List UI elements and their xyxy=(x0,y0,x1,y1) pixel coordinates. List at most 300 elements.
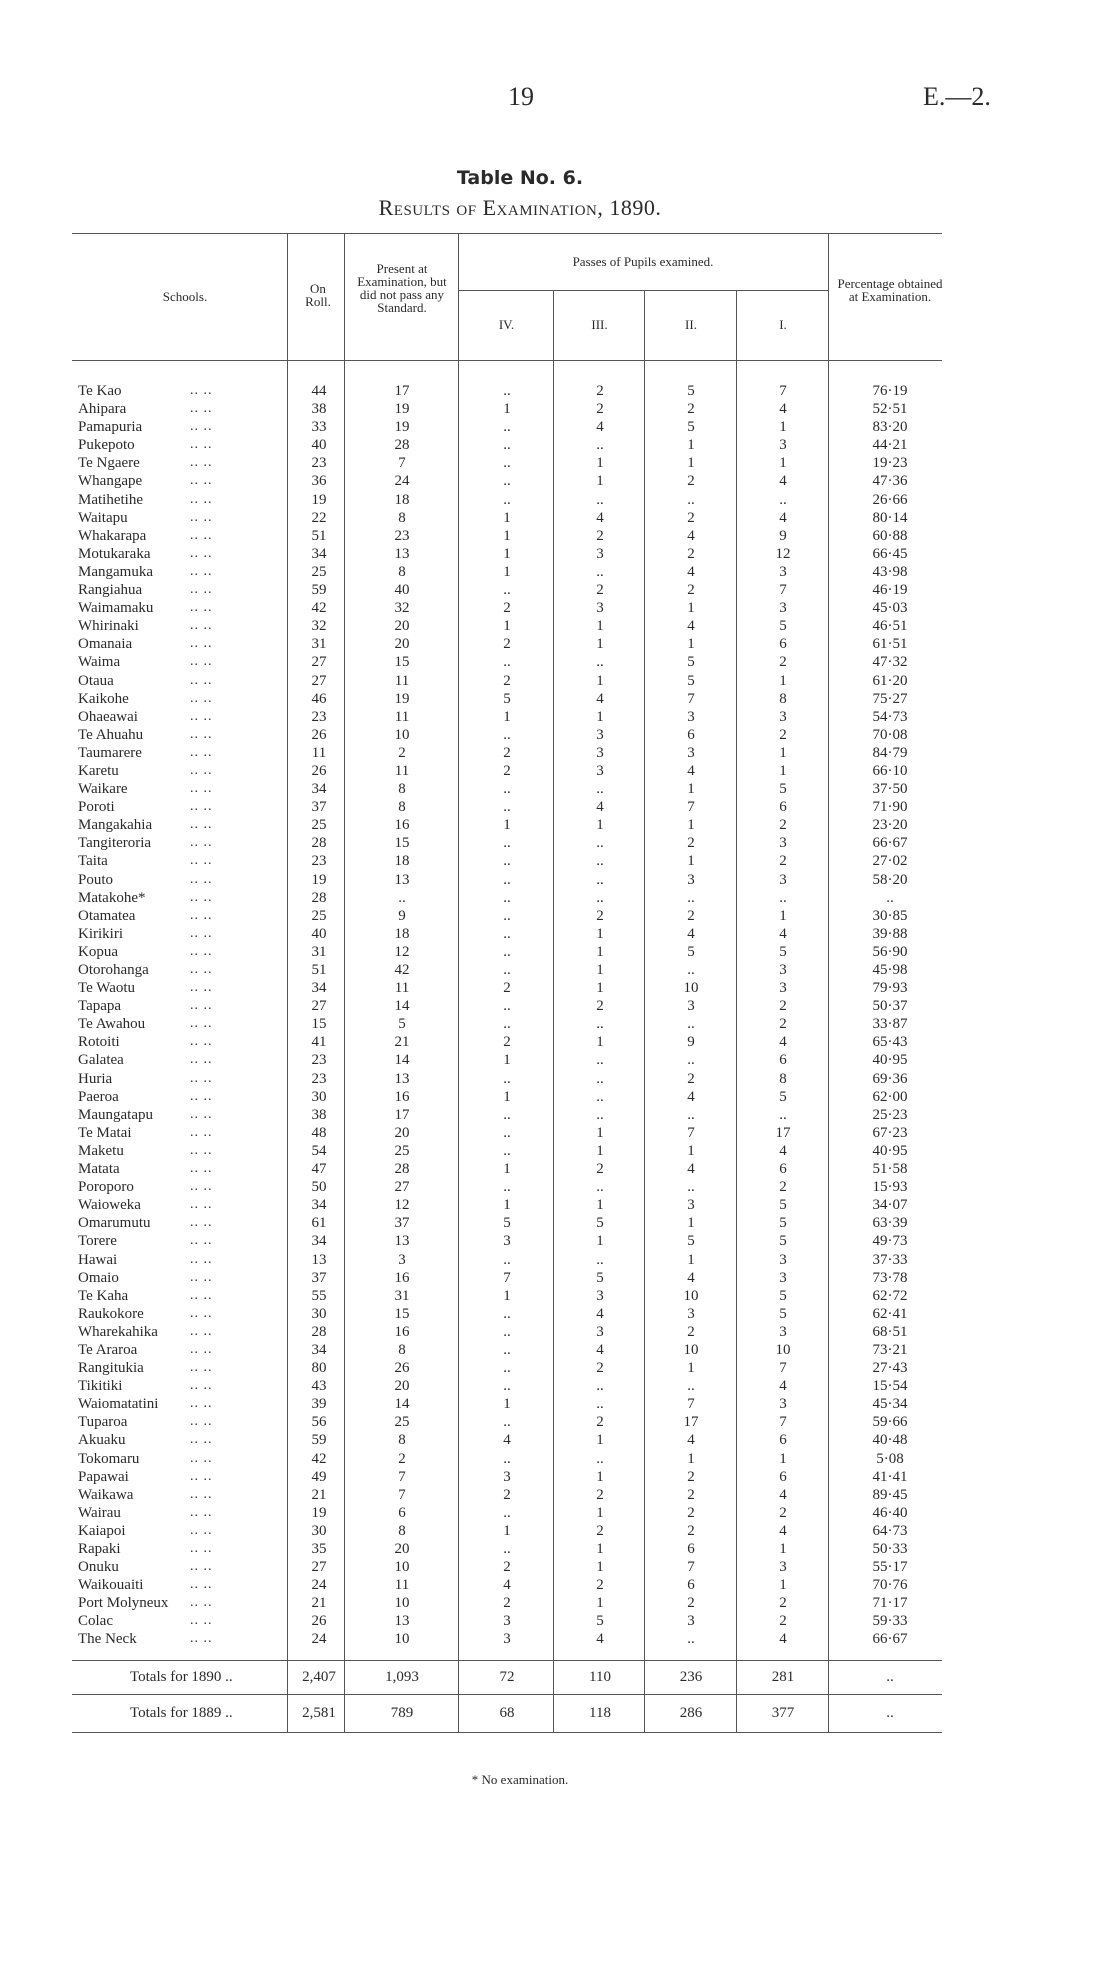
cell-present: 11 xyxy=(394,762,410,779)
cell-i: 5 xyxy=(779,1197,787,1214)
table-bottom-rule xyxy=(72,1732,942,1733)
cell-iii: 1 xyxy=(596,1559,604,1576)
school-name: Matihetihe xyxy=(78,491,143,508)
header-ii: II. xyxy=(685,317,697,332)
cell-present: 24 xyxy=(394,473,410,490)
cell-roll: 26 xyxy=(311,726,327,743)
cell-iv: 3 xyxy=(503,1233,511,1250)
header-i: I. xyxy=(779,317,787,332)
cell-i: 9 xyxy=(779,527,787,544)
cell-ii: 3 xyxy=(687,708,695,725)
cell-iv: 2 xyxy=(503,636,511,653)
cell-roll: 28 xyxy=(311,1323,327,1340)
cell-pct: 45·03 xyxy=(872,600,908,617)
leader-dots: .. .. xyxy=(190,1124,213,1140)
cell-ii: 4 xyxy=(687,925,695,942)
cell-present: 27 xyxy=(394,1179,410,1196)
cell-iii: .. xyxy=(596,1378,604,1395)
cell-i: 6 xyxy=(779,1468,787,1485)
leader-dots: .. .. xyxy=(190,473,213,489)
cell-iii: 3 xyxy=(596,744,604,761)
cell-present: 18 xyxy=(394,925,410,942)
cell-i: 1 xyxy=(779,1541,787,1557)
cell-iv: .. xyxy=(503,1378,511,1395)
cell-present: 11 xyxy=(394,980,410,997)
school-name: Kirikiri xyxy=(78,925,123,942)
school-name: Port Molyneux xyxy=(78,1595,169,1612)
cell-pct: 56·90 xyxy=(872,943,908,960)
leader-dots: .. .. xyxy=(190,1287,213,1303)
school-name: Poroporo xyxy=(78,1179,134,1196)
cell-present: 6 xyxy=(398,1504,406,1521)
cell-pct: 61·20 xyxy=(872,672,908,689)
table-row xyxy=(0,1540,1114,1558)
table-body xyxy=(0,382,1114,1649)
school-name: Mangakahia xyxy=(78,817,153,834)
table-row xyxy=(0,509,1114,527)
cell-iii: 4 xyxy=(596,690,604,707)
cell-roll: 42 xyxy=(311,1450,327,1467)
cell-i: .. xyxy=(779,889,787,906)
school-name: Ohaeawai xyxy=(78,708,138,725)
cell-roll: 13 xyxy=(311,1251,327,1268)
cell-iv: .. xyxy=(503,726,511,743)
totals-label: Totals for 1889 .. xyxy=(130,1705,233,1721)
cell-iv: 3 xyxy=(503,1613,511,1630)
cell-ii: 2 xyxy=(687,907,695,924)
cell-present: 11 xyxy=(394,672,410,689)
cell-iv: 1 xyxy=(503,1287,511,1304)
cell-pct: 73·78 xyxy=(872,1269,908,1286)
cell-pct: 84·79 xyxy=(872,744,908,761)
cell-iii: .. xyxy=(596,437,604,454)
cell-i: 5 xyxy=(779,1215,787,1232)
cell-i: 3 xyxy=(779,871,787,888)
cell-iv: 2 xyxy=(503,762,511,779)
school-name: Matakohe* xyxy=(78,889,146,906)
cell-roll: 28 xyxy=(311,889,327,906)
cell-present: 11 xyxy=(394,708,410,725)
cell-ii: 3 xyxy=(687,871,695,888)
cell-pct: 23·20 xyxy=(872,817,908,834)
cell-iv: .. xyxy=(503,383,511,399)
cell-i: 3 xyxy=(779,600,787,617)
cell-roll: 80 xyxy=(311,1360,327,1377)
cell-iii: 1 xyxy=(596,618,604,635)
cell-pct: 62·41 xyxy=(872,1305,908,1322)
leader-dots: .. .. xyxy=(190,1052,213,1068)
cell-iv: 1 xyxy=(503,545,511,562)
cell-ii: 10 xyxy=(683,1287,699,1304)
school-name: Akuaku xyxy=(78,1432,126,1449)
cell-i: 3 xyxy=(779,980,787,997)
cell-ii: 1 xyxy=(687,636,695,653)
cell-present: 25 xyxy=(394,1414,410,1431)
cell-pct: 61·51 xyxy=(872,636,908,653)
leader-dots: .. .. xyxy=(190,1161,213,1177)
cell-iv: 5 xyxy=(503,690,511,707)
table-row xyxy=(0,690,1114,708)
cell-i: 4 xyxy=(779,401,787,418)
cell-roll: 32 xyxy=(311,618,327,635)
cell-iv: 7 xyxy=(503,1269,511,1286)
cell-i: 1 xyxy=(779,419,787,436)
table-row xyxy=(0,491,1114,509)
cell-present: 19 xyxy=(394,419,410,436)
cell-iv: .. xyxy=(503,1179,511,1196)
cell-ii: 7 xyxy=(687,690,695,707)
leader-dots: .. .. xyxy=(190,943,213,959)
school-name: Motukaraka xyxy=(78,545,151,562)
cell-i: .. xyxy=(779,491,787,508)
cell-ii: 2 xyxy=(687,401,695,418)
cell-roll: 51 xyxy=(311,962,327,978)
cell-ii: 7 xyxy=(687,1396,695,1413)
cell-ii: 3 xyxy=(687,1197,695,1214)
table-row xyxy=(0,889,1114,907)
school-name: Tikitiki xyxy=(78,1378,123,1395)
cell-iv: .. xyxy=(503,1070,511,1087)
school-name: Colac xyxy=(78,1613,113,1630)
school-name: Paeroa xyxy=(78,1088,119,1105)
cell-roll: 19 xyxy=(311,491,327,508)
leader-dots: .. .. xyxy=(190,1142,213,1158)
cell-iii: 1 xyxy=(596,1595,604,1612)
leader-dots: .. .. xyxy=(190,726,213,742)
school-name: Tangiteroria xyxy=(78,835,152,852)
school-name: Otorohanga xyxy=(78,962,149,978)
table-row xyxy=(0,1106,1114,1124)
cell-present: 13 xyxy=(394,1613,410,1630)
cell-pct: 76·19 xyxy=(872,383,908,399)
table-row xyxy=(0,852,1114,870)
cell-pct: 66·67 xyxy=(872,835,908,852)
cell-pct: 89·45 xyxy=(872,1486,908,1503)
cell-iii: .. xyxy=(596,781,604,798)
cell-i: 5 xyxy=(779,943,787,960)
cell-pct: 73·21 xyxy=(872,1341,908,1358)
cell-present: 12 xyxy=(394,1197,410,1214)
school-name: Te Ngaere xyxy=(78,455,140,472)
cell-pct: 80·14 xyxy=(872,509,908,526)
cell-iv: 1 xyxy=(503,1052,511,1069)
cell-i: 7 xyxy=(779,1414,787,1431)
cell-ii: 1 xyxy=(687,455,695,472)
cell-iv: .. xyxy=(503,582,511,599)
cell-i: 4 xyxy=(779,1522,787,1539)
cell-iv: .. xyxy=(503,925,511,942)
cell-iii: .. xyxy=(596,1396,604,1413)
leader-dots: .. .. xyxy=(190,1215,213,1231)
table-row xyxy=(0,581,1114,599)
leader-dots: .. .. xyxy=(190,1016,213,1032)
cell-ii: .. xyxy=(687,1179,695,1196)
cell-iii: 2 xyxy=(596,1414,604,1431)
totals-row xyxy=(0,1667,1114,1687)
cell-i: 6 xyxy=(779,1161,787,1178)
cell-iii: 1 xyxy=(596,708,604,725)
cell-ii: .. xyxy=(687,962,695,978)
cell-iii: .. xyxy=(596,1088,604,1105)
cell-pct: 66·67 xyxy=(872,1631,908,1648)
cell-iv: .. xyxy=(503,835,511,852)
cell-roll: 40 xyxy=(311,925,327,942)
cell-roll: 25 xyxy=(311,563,327,580)
cell-roll: 47 xyxy=(311,1161,327,1178)
leader-dots: .. .. xyxy=(190,1595,213,1611)
cell-iv: .. xyxy=(503,998,511,1015)
cell-pct: 83·20 xyxy=(872,419,908,436)
cell-pct: 67·23 xyxy=(872,1124,908,1141)
cell-roll: 54 xyxy=(311,1142,327,1159)
cell-roll: 15 xyxy=(311,1016,327,1033)
cell-present: 32 xyxy=(394,600,410,617)
cell-ii: 1 xyxy=(687,781,695,798)
school-name: Te Kao xyxy=(78,383,122,399)
school-name: Tapapa xyxy=(78,998,122,1015)
leader-dots: .. .. xyxy=(190,925,213,941)
school-name: Te Ahuahu xyxy=(78,726,144,743)
cell-ii: 4 xyxy=(687,563,695,580)
table-row xyxy=(0,907,1114,925)
cell-i: 17 xyxy=(775,1124,791,1141)
cell-pct: 62·00 xyxy=(872,1088,908,1105)
cell-i: 7 xyxy=(779,1360,787,1377)
cell-iii: 4 xyxy=(596,419,604,436)
cell-i: 1 xyxy=(779,762,787,779)
table-row xyxy=(0,1630,1114,1648)
cell-present: 10 xyxy=(394,1559,410,1576)
leader-dots: .. .. xyxy=(190,980,213,996)
cell-ii: 2 xyxy=(687,1522,695,1539)
cell-roll: 34 xyxy=(311,1233,327,1250)
cell-iii: 1 xyxy=(596,962,604,978)
school-name: Waitapu xyxy=(78,509,128,526)
cell-i: 4 xyxy=(779,509,787,526)
cell-roll: 39 xyxy=(311,1396,327,1413)
cell-pct: 30·85 xyxy=(872,907,908,924)
cell-iv: 1 xyxy=(503,509,511,526)
cell-iii: 3 xyxy=(596,726,604,743)
cell-pct: 27·43 xyxy=(872,1360,908,1377)
school-name: Waikawa xyxy=(78,1486,134,1503)
leader-dots: .. .. xyxy=(190,762,213,778)
cell-i: 4 xyxy=(779,473,787,490)
leader-dots: .. .. xyxy=(190,636,213,652)
cell-iii: .. xyxy=(596,654,604,671)
cell-pct: 50·33 xyxy=(872,1541,908,1557)
header-percentage: Percentage obtained at Examination. xyxy=(837,276,943,304)
cell-iii: 5 xyxy=(596,1613,604,1630)
school-name: Karetu xyxy=(78,762,119,779)
cell-i: 3 xyxy=(779,1559,787,1576)
cell-roll: 51 xyxy=(311,527,327,544)
cell-roll: 27 xyxy=(311,1559,327,1576)
cell-iv: 3 xyxy=(503,1631,511,1648)
cell-roll: 25 xyxy=(311,817,327,834)
cell-iv: .. xyxy=(503,871,511,888)
table-row xyxy=(0,997,1114,1015)
totals-iv: 72 xyxy=(499,1669,515,1685)
school-name: Taumarere xyxy=(78,744,142,761)
cell-pct: 46·51 xyxy=(872,618,908,635)
cell-pct: 44·21 xyxy=(872,437,908,454)
cell-i: 1 xyxy=(779,455,787,472)
school-name: Kaiapoi xyxy=(78,1522,126,1539)
cell-ii: .. xyxy=(687,889,695,906)
cell-iv: .. xyxy=(503,1414,511,1431)
cell-pct: 71·90 xyxy=(872,799,908,816)
cell-i: .. xyxy=(779,1106,787,1123)
cell-present: 10 xyxy=(394,1595,410,1612)
table-title: Table No. 6. xyxy=(456,167,584,189)
cell-roll: 23 xyxy=(311,1070,327,1087)
cell-iii: 1 xyxy=(596,817,604,834)
cell-ii: .. xyxy=(687,1378,695,1395)
table-row xyxy=(0,1576,1114,1594)
cell-roll: 23 xyxy=(311,455,327,472)
header-iii: III. xyxy=(591,317,608,332)
table-row xyxy=(0,744,1114,762)
cell-present: 8 xyxy=(398,563,406,580)
totals-i: 377 xyxy=(771,1705,795,1721)
cell-present: 8 xyxy=(398,781,406,798)
cell-ii: 2 xyxy=(687,509,695,526)
cell-ii: 3 xyxy=(687,1305,695,1322)
leader-dots: .. .. xyxy=(190,744,213,760)
cell-roll: 38 xyxy=(311,1106,327,1123)
table-row xyxy=(0,563,1114,581)
cell-iii: 1 xyxy=(596,1468,604,1485)
cell-pct: .. xyxy=(886,889,894,906)
cell-iv: 1 xyxy=(503,1197,511,1214)
cell-iii: 3 xyxy=(596,600,604,617)
cell-i: 6 xyxy=(779,636,787,653)
table-row xyxy=(0,834,1114,852)
school-name: Te Waotu xyxy=(78,980,136,997)
table-row xyxy=(0,1323,1114,1341)
table-row xyxy=(0,400,1114,418)
cell-roll: 43 xyxy=(311,1378,327,1395)
cell-present: .. xyxy=(398,889,406,906)
leader-dots: .. .. xyxy=(190,1360,213,1376)
cell-pct: 43·98 xyxy=(872,563,908,580)
cell-present: 28 xyxy=(394,437,410,454)
cell-iv: 1 xyxy=(503,1522,511,1539)
cell-present: 20 xyxy=(394,636,410,653)
cell-roll: 27 xyxy=(311,998,327,1015)
cell-pct: 58·20 xyxy=(872,871,908,888)
cell-present: 13 xyxy=(394,1233,410,1250)
school-name: Kaikohe xyxy=(78,690,129,707)
cell-pct: 64·73 xyxy=(872,1522,908,1539)
cell-present: 7 xyxy=(398,1486,406,1503)
cell-present: 20 xyxy=(394,618,410,635)
totals-row xyxy=(0,1703,1114,1723)
leader-dots: .. .. xyxy=(190,690,213,706)
leader-dots: .. .. xyxy=(190,618,213,634)
cell-roll: 37 xyxy=(311,1269,327,1286)
totals-pct: .. xyxy=(886,1669,894,1685)
cell-roll: 23 xyxy=(311,853,327,870)
table-row xyxy=(0,1196,1114,1214)
cell-present: 7 xyxy=(398,1468,406,1485)
table-row xyxy=(0,1413,1114,1431)
cell-ii: 10 xyxy=(683,980,699,997)
cell-i: 3 xyxy=(779,1251,787,1268)
cell-i: 2 xyxy=(779,654,787,671)
totals-rule-1 xyxy=(72,1660,942,1661)
table-row xyxy=(0,1088,1114,1106)
cell-iii: .. xyxy=(596,853,604,870)
cell-present: 5 xyxy=(398,1016,406,1033)
cell-roll: 34 xyxy=(311,1341,327,1358)
cell-roll: 38 xyxy=(311,401,327,418)
cell-iv: 2 xyxy=(503,1595,511,1612)
cell-pct: 51·58 xyxy=(872,1161,908,1178)
cell-iii: 3 xyxy=(596,1323,604,1340)
cell-ii: 5 xyxy=(687,672,695,689)
cell-roll: 46 xyxy=(311,690,327,707)
cell-pct: 15·54 xyxy=(872,1378,908,1395)
cell-iv: .. xyxy=(503,907,511,924)
cell-roll: 34 xyxy=(311,781,327,798)
cell-iii: 2 xyxy=(596,401,604,418)
table-row xyxy=(0,1504,1114,1522)
cell-iii: 3 xyxy=(596,545,604,562)
table-subtitle: Results of Examination, 1890. xyxy=(378,195,662,220)
cell-i: 3 xyxy=(779,835,787,852)
cell-roll: 55 xyxy=(311,1287,327,1304)
cell-present: 40 xyxy=(394,582,410,599)
cell-iii: .. xyxy=(596,889,604,906)
school-name: Waimamaku xyxy=(78,600,154,617)
cell-ii: 1 xyxy=(687,817,695,834)
cell-roll: 11 xyxy=(311,744,327,761)
leader-dots: .. .. xyxy=(190,1251,213,1267)
leader-dots: .. .. xyxy=(190,1233,213,1249)
cell-roll: 27 xyxy=(311,672,327,689)
cell-iii: 4 xyxy=(596,1631,604,1648)
cell-ii: 2 xyxy=(687,545,695,562)
footnote: * No examination. xyxy=(471,1772,569,1787)
cell-i: 2 xyxy=(779,1504,787,1521)
cell-present: 17 xyxy=(394,383,410,399)
table-row xyxy=(0,1395,1114,1413)
leader-dots: .. .. xyxy=(190,1088,213,1104)
cell-present: 28 xyxy=(394,1161,410,1178)
school-name: Galatea xyxy=(78,1052,124,1069)
cell-present: 13 xyxy=(394,1070,410,1087)
cell-iv: 5 xyxy=(503,1215,511,1232)
cell-present: 14 xyxy=(394,1052,410,1069)
cell-present: 10 xyxy=(394,726,410,743)
table-row xyxy=(0,418,1114,436)
cell-i: 1 xyxy=(779,1450,787,1467)
leader-dots: .. .. xyxy=(190,1613,213,1629)
cell-iii: 5 xyxy=(596,1215,604,1232)
cell-roll: 34 xyxy=(311,545,327,562)
cell-iv: 1 xyxy=(503,527,511,544)
cell-i: 7 xyxy=(779,383,787,399)
cell-i: 5 xyxy=(779,618,787,635)
cell-ii: 4 xyxy=(687,618,695,635)
totals-present: 789 xyxy=(390,1705,414,1721)
cell-present: 9 xyxy=(398,907,406,924)
cell-iv: 1 xyxy=(503,708,511,725)
cell-present: 13 xyxy=(394,545,410,562)
cell-ii: 1 xyxy=(687,1360,695,1377)
